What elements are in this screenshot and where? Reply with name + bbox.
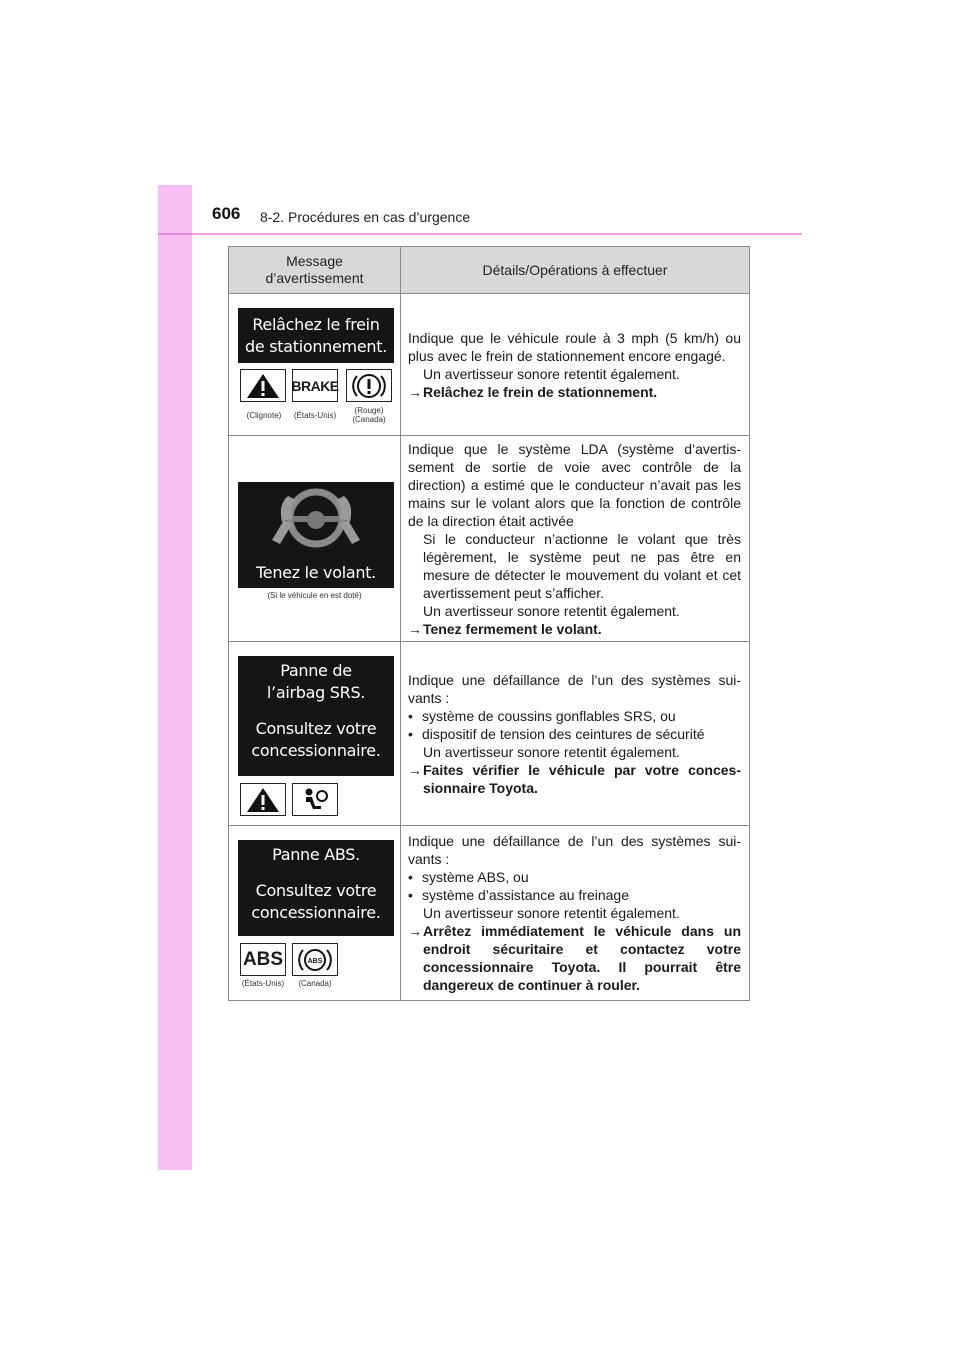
action-text: → Relâchez le frein de stationnement.	[408, 383, 658, 400]
section-title: 8-2. Procédures en cas d’urgence	[260, 209, 471, 225]
parking-brake-circle-icon	[346, 369, 392, 402]
side-tab	[158, 185, 192, 1170]
icon-caption: (Canada)	[298, 979, 332, 988]
abs-circle-icon	[292, 943, 338, 976]
abs-text-icon: ABS	[240, 943, 286, 976]
icon-caption: (États-Unis)	[293, 411, 337, 420]
icon-caption: (Rouge) (Canada)	[352, 406, 386, 424]
details-cell: Indique une défaillance de l’un des systèmes sui-vants : • système de coussins gonflables SRS, ou • dispositif de tension des ceintures de sécurité Un avertisseur sonore retentit également. → Faites vérifier le véhicule par votre conces-sionnaire Toyota.	[408, 671, 741, 796]
details-cell: Indique une défaillance de l’un des systèmes sui-vants : • système ABS, ou • système d’assistance au freinage Un avertisseur sonore retentit également. → Arrêtez immédiatement le véhicule dans un endroit sécuritaire et contactez votre concessionnaire Toyota. Il pourrait être dangereux de continuer à rouler.	[408, 833, 741, 993]
action-text: → Tenez fermement le volant.	[408, 620, 602, 637]
icon-caption: (Clignote)	[246, 411, 282, 420]
abs-screen: Panne ABS. Consultez votre concessionnaire.	[238, 840, 394, 936]
table-header	[229, 247, 749, 294]
hands-on-wheel-icon	[238, 482, 394, 558]
action-text: → Faites vérifier le véhicule par votre conces-sionnaire Toyota.	[408, 761, 741, 796]
page-number: 606	[212, 204, 241, 223]
parking-brake-screen: Relâchez le frein de stationnement.	[238, 308, 394, 363]
airbag-screen: Panne de l’airbag SRS. Consultez votre concessionnaire.	[238, 656, 394, 776]
header-rule	[192, 233, 802, 235]
col2-header: Détails/Opérations à effectuer	[482, 261, 668, 278]
warning-triangle-icon	[240, 369, 286, 402]
message-cell	[229, 642, 401, 825]
icon-caption: (États-Unis)	[241, 979, 285, 988]
table-row	[229, 294, 749, 436]
screen-caption: (Si le véhicule en est doté)	[267, 591, 362, 600]
warning-message-table	[228, 246, 750, 1001]
col1-header: Message d’avertissement	[229, 247, 401, 293]
table-row	[229, 826, 749, 1000]
table-row	[229, 642, 749, 826]
message-cell	[229, 294, 401, 435]
message-cell	[229, 826, 401, 1000]
details-cell: Indique que le véhicule roule à 3 mph (5 km/h) ou plus avec le frein de stationnement encore engagé. Un avertisseur sonore retentit également. → Relâchez le frein de stationnement.	[408, 329, 741, 400]
header-rule-left	[158, 233, 192, 235]
details-cell: Indique que le système LDA (système d’avertis-sement de sortie de voie avec contrôle de la direction) a estimé que le conducteur n’avait pas les mains sur le volant alors que la fonction de contrôle de la direction était activée Si le conducteur n’actionne le volant que très légèrement, le système peut ne pas être en mesure de détecter le mouvement du volant et cet avertissement peut s’afficher. Un avertisseur sonore retentit également. → Tenez fermement le volant.	[408, 440, 741, 637]
action-text: → Arrêtez immédiatement le véhicule dans un endroit sécuritaire et contactez votre concessionnaire Toyota. Il pourrait être dangereux de continuer à rouler.	[408, 923, 741, 993]
brake-icon: BRAKE	[292, 369, 338, 402]
airbag-icon	[292, 783, 338, 816]
table-row	[229, 436, 749, 642]
warning-triangle-icon	[240, 783, 286, 816]
steering-wheel-screen: Tenez le volant.	[238, 482, 394, 588]
message-cell	[229, 436, 401, 641]
svg-text:ABS: ABS	[307, 957, 323, 965]
